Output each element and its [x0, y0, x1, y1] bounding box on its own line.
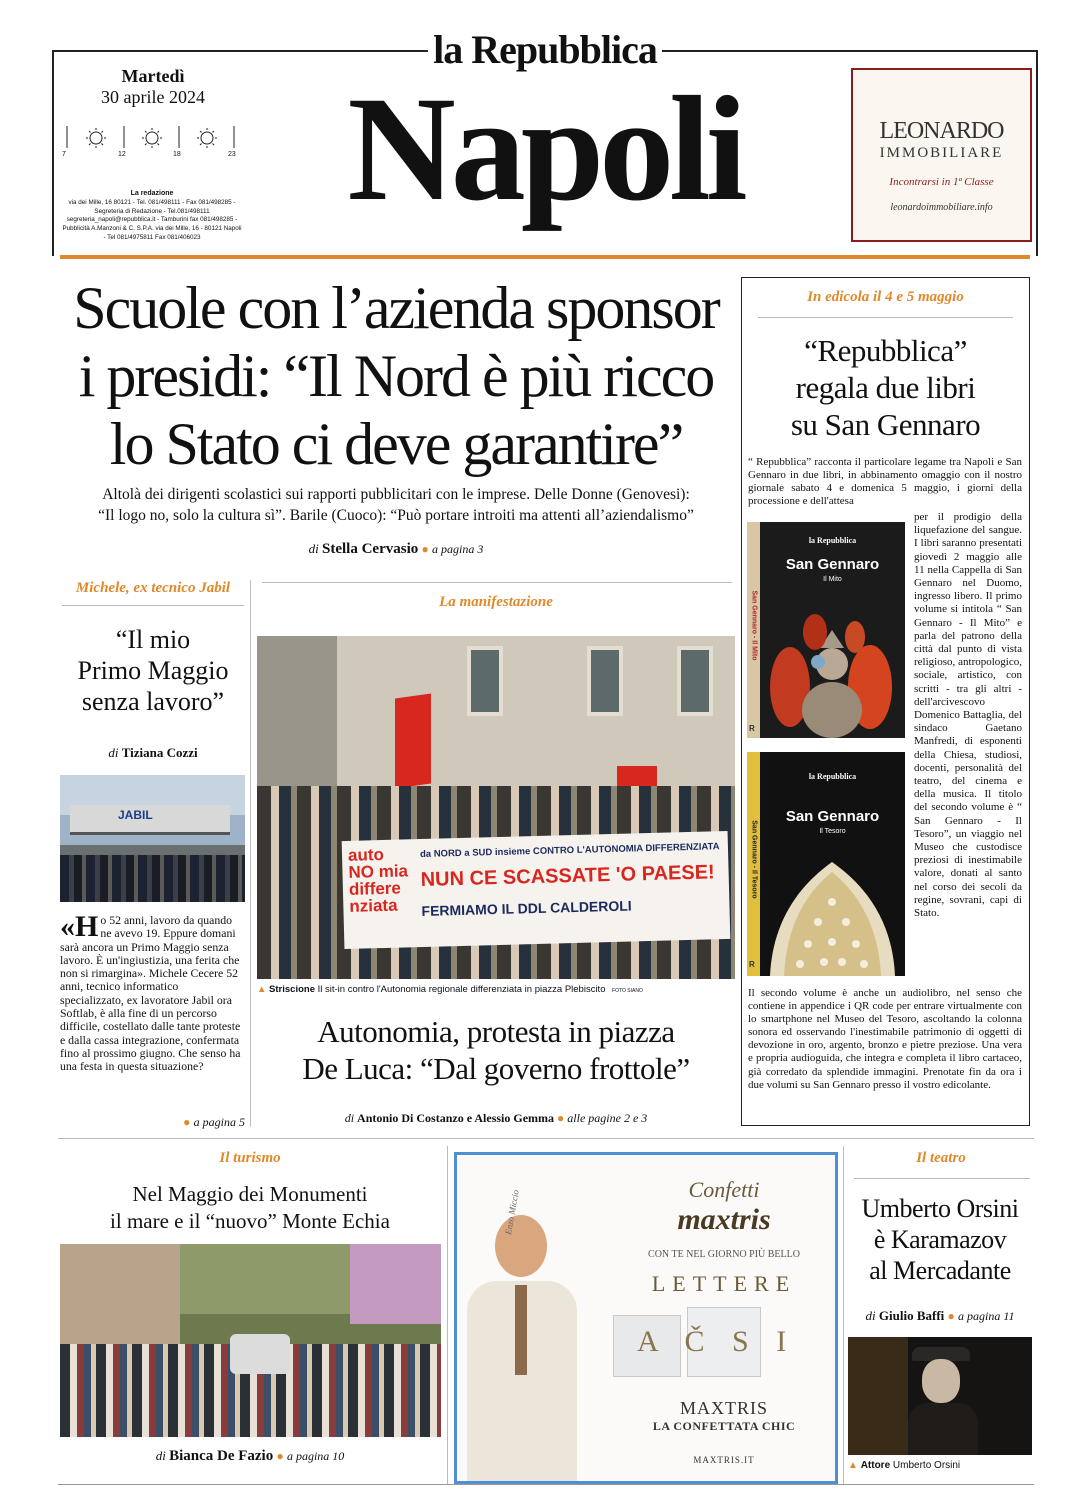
jabil-quote — [60, 910, 245, 1074]
teatro-headline-line: Umberto Orsini — [861, 1194, 1019, 1223]
banner-line: NUN CE SCASSATE 'O PAESE! — [420, 861, 715, 892]
book-spine-text: San Gennaro - Il Mito — [750, 590, 758, 661]
ad-leonardo-tagline: Incontrarsi in 1ª Classe — [889, 176, 994, 188]
turismo-headline-line: il mare e il “nuovo” Monte Echia — [110, 1209, 390, 1233]
book-brand: la Repubblica — [808, 772, 857, 781]
byline-author: Giulio Baffi — [878, 1308, 945, 1323]
banner-line: da NORD a SUD insieme CONTRO L'AUTONOMIA DIFFERENZIATA — [419, 841, 720, 861]
ad-leonardo-brand: LEONARDO — [879, 118, 1004, 144]
page-ref[interactable]: a pagina 10 — [286, 1449, 345, 1463]
ad-tagline: CON TE NEL GIORNO PIÙ BELLO — [648, 1249, 800, 1260]
treasure-illustration — [760, 862, 905, 976]
edition-title: Napoli — [347, 66, 743, 232]
sidebar-outro: Il secondo volume è anche un audiolibro, nel senso che contiene in appendice i QR code per entrare virtualmente con lo smartphone nel Museo del Tesoro, ascoltando la colonna sonora ed osservando l'inestimabile patrimonio di oggetti di devozione in oro, argento, bronzo e pietre preziose. Una vera e propria audioguida, che integra e completa il libro cartaceo, già corredato da splendide immagini. Prenotate fin da ora i due volumi su San Gennaro presso il vostro edicolante. — [748, 987, 1022, 1091]
teatro-headline — [846, 1193, 1034, 1286]
column-divider — [447, 1146, 448, 1484]
teatro-kicker: Il teatro — [916, 1150, 966, 1166]
ad-leonardo-url: leonardoimmobiliare.info — [890, 202, 993, 213]
sun-icon — [197, 128, 217, 148]
statue-illustration — [760, 592, 905, 738]
sidebar-headline-line: “Repubblica” — [804, 333, 967, 368]
page-ref[interactable]: alle pagine 2 e 3 — [567, 1111, 648, 1125]
byline-author: Antonio Di Costanzo e Alessio Gemma — [357, 1111, 555, 1125]
jabil-headline-line: Primo Maggio — [77, 656, 229, 685]
caption-text: Il sit-in contro l'Autonomia regionale differenziata in piazza Plebiscito — [317, 984, 606, 995]
masthead-orange-rule — [60, 255, 1030, 259]
bullet-icon: ● — [557, 1111, 565, 1125]
photo-credit: FOTO SIANO — [612, 988, 643, 994]
page-ref[interactable]: a pagina 3 — [432, 542, 484, 556]
drop-cap: «H — [60, 910, 99, 943]
byline-author: Bianca De Fazio — [169, 1448, 274, 1464]
ad-product: LETTERE — [651, 1271, 797, 1296]
masthead-frame-right — [1036, 50, 1038, 256]
sidebar-column: per il prodigio della liquefazione del sangue. I libri saranno presentati giovedì 2 maggio alle 11 nella Cappella di San Gennaro nel Duomo, ingresso libero. Il primo volume si intitola “ San Gennaro - Il Mito” e parla del patrono della città dal punto di vista religioso, antropologico, sociale, artistico, con scritti - tra gli altri - dell'arcivescovo Domenico Battaglia, del sindaco Gaetano Manfredi, di esponenti della Chiesa, studiosi, docenti, personalità del teatro, del cinema e della musica. Il titolo del secondo volume è “ San Gennaro - Il Tesoro”, un viaggio nel Museo che custodisce preziosi di inestimabile valore, donati al santo nel corso dei secoli da regine, sovrani, capi di Stato. — [914, 511, 1022, 920]
turismo-headline — [58, 1181, 442, 1235]
jabil-byline — [58, 745, 248, 761]
ad-model — [457, 1215, 597, 1484]
weather-hour: 12 — [118, 151, 126, 158]
sidebar-headline-line: su San Gennaro — [790, 407, 981, 442]
lead-summary — [58, 484, 734, 526]
page-bottom-rule — [58, 1484, 1034, 1485]
lead-headline-line: Scuole con l’azienda sponsor — [73, 275, 719, 341]
sidebar-headline — [745, 332, 1026, 443]
weather-hour: 7 — [62, 151, 66, 158]
date: 30 aprile 2024 — [101, 87, 205, 107]
sidebar-kicker-rule — [758, 317, 1013, 318]
teatro-kicker-rule — [854, 1178, 1030, 1179]
jabil-sign: JABIL — [118, 808, 153, 822]
banner-line: FERMIAMO IL DDL CALDEROLI — [421, 897, 632, 920]
jabil-quote-text: o 52 anni, lavoro da quando ne avevo 19. Eppure domani sarà ancora un Primo Maggio senza lavoro. È un'ingiustizia, una ferita che non si rimargina». Michele Cecere 52 anni, tecnico informatico specializzato, ex lavoratore Jabil ora Softlab, è alla fine di un percorso difficile, costellato dalle tante proteste e dalla cassa integrazione, confermata fino al prossimo giugno. Che senso ha una festa in questa situazione? — [60, 913, 241, 1074]
jabil-headline-line: senza lavoro” — [81, 687, 225, 716]
masthead-rule-right — [662, 50, 1038, 52]
caption-label: Attore — [860, 1460, 891, 1471]
byline-prefix: di — [108, 745, 119, 760]
redazione-title: La redazione — [130, 190, 174, 197]
protest-headline — [257, 1013, 735, 1087]
protest-byline — [257, 1111, 735, 1126]
caption-text: Umberto Orsini — [892, 1460, 961, 1471]
triangle-icon: ▲ — [848, 1460, 858, 1471]
jabil-headline-line: “Il mio — [115, 625, 191, 654]
protest-kicker-rule — [262, 582, 732, 583]
book-subtitle: Il Mito — [823, 576, 842, 583]
masthead-frame-left — [52, 50, 54, 256]
lead-headline — [58, 274, 734, 478]
sidebar-headline-line: regala due libri — [795, 370, 976, 405]
bullet-icon: ● — [947, 1309, 955, 1323]
teatro-byline — [846, 1308, 1034, 1324]
ad-maxtris[interactable] — [454, 1152, 838, 1484]
byline-prefix: di — [344, 1111, 355, 1125]
redazione-text: via dei Mille, 16 80121 - Tel. 081/498111 - Fax 081/498285 - Segreteria di Redazione - Tel.081/498111 segreteria_napoli@repubblica.it - Tamburini fax 081/498285 - Pubblicità A.Manzoni & C. S.P.A. via dei Mille, 16 - 80121 Napoli - Tel 081/4975811 Fax 081/406023 — [62, 199, 242, 241]
protest-photo[interactable] — [257, 636, 735, 979]
book-spine-text: San Gennaro - Il Tesoro — [750, 820, 758, 899]
teatro-photo[interactable] — [848, 1337, 1032, 1455]
book-cover-tesoro[interactable]: San Gennaro - Il Tesoro la Repubblica San Gennaro Il Tesoro R — [747, 752, 905, 976]
book-cover-mito[interactable]: San Gennaro - Il Mito la Repubblica San Gennaro Il Mito R — [747, 522, 905, 738]
byline-prefix: di — [865, 1308, 876, 1323]
ad-brand: maxtris — [677, 1203, 771, 1236]
byline-prefix: di — [155, 1448, 166, 1463]
section-rule — [58, 1138, 1034, 1139]
jabil-headline — [58, 624, 248, 717]
bullet-icon: ● — [276, 1449, 284, 1463]
lead-headline-line: lo Stato ci deve garantire” — [109, 411, 683, 477]
column-divider — [250, 580, 251, 1127]
weather-strip — [62, 122, 242, 162]
protest-caption — [257, 984, 735, 995]
lead-summary-line: “Il logo no, solo la cultura sì”. Barile (Cuoco): “Può portare introiti ma attenti all’aziendalismo” — [98, 507, 694, 524]
lead-headline-line: i presidi: “Il Nord è più ricco — [78, 343, 714, 409]
protest-headline-line: De Luca: “Dal governo frottole” — [302, 1051, 690, 1086]
protest-headline-line: Autonomia, protesta in piazza — [317, 1014, 675, 1049]
sidebar-kicker: In edicola il 4 e 5 maggio — [807, 289, 964, 305]
masthead-rule-left — [52, 50, 428, 52]
page-ref[interactable]: a pagina 11 — [958, 1309, 1015, 1323]
confetti-letters: A Č S I — [637, 1325, 797, 1358]
banner-logo: auto NO mia differe nziata — [347, 844, 409, 916]
teatro-headline-line: è Karamazov — [873, 1225, 1007, 1254]
ad-name: MAXTRIS — [679, 1398, 768, 1418]
jabil-photo[interactable] — [60, 775, 245, 902]
turismo-photo[interactable] — [60, 1244, 441, 1437]
byline-author: Stella Cervasio — [322, 541, 419, 557]
ad-sub: LA CONFETTATA CHIC — [652, 1419, 796, 1433]
weather-hour: 18 — [173, 151, 181, 158]
turismo-byline — [58, 1448, 442, 1465]
triangle-icon: ▲ — [257, 984, 267, 995]
book-title: San Gennaro — [785, 556, 880, 573]
byline-prefix: di — [308, 541, 319, 556]
ad-script: Confetti — [688, 1177, 760, 1202]
sun-icon — [86, 128, 106, 148]
byline-author: Tiziana Cozzi — [121, 745, 198, 760]
weather-hour: 23 — [228, 151, 236, 158]
ad-url: MAXTRIS.IT — [693, 1455, 755, 1465]
sidebar-intro: “ Repubblica” racconta il particolare legame tra Napoli e San Gennaro in due libri, in abbinamento omaggio con il nostro giornale sabato 4 e domenica 5 maggio, i giorni della processione e dell'attesa — [748, 456, 1022, 508]
teatro-headline-line: al Mercadante — [869, 1256, 1011, 1285]
turismo-kicker: Il turismo — [219, 1150, 281, 1166]
lead-summary-line: Altolà dei dirigenti scolastici sui rapporti pubblicitari con le imprese. Delle Donne (Genovesi): — [102, 486, 690, 503]
jabil-kicker: Michele, ex tecnico Jabil — [75, 580, 231, 596]
date-weekday: Martedì — [121, 66, 185, 86]
brand-logo[interactable]: la Repubblica — [433, 27, 657, 72]
flag — [395, 693, 431, 788]
bullet-icon: ● — [183, 1115, 191, 1129]
ad-leonardo-sub: IMMOBILIARE — [879, 145, 1004, 161]
protest-banner — [342, 831, 731, 949]
jabil-kicker-rule — [62, 605, 244, 606]
book-subtitle: Il Tesoro — [819, 828, 846, 835]
ad-leonardo[interactable] — [851, 68, 1032, 242]
book-brand: la Repubblica — [808, 536, 857, 545]
ad-signature: Enzo Miccio — [502, 1189, 521, 1236]
bullet-icon: ● — [421, 542, 429, 556]
caption-label: Striscione — [269, 984, 315, 995]
book-title: San Gennaro — [785, 808, 880, 825]
turismo-headline-line: Nel Maggio dei Monumenti — [132, 1182, 368, 1206]
teatro-caption — [848, 1460, 1034, 1471]
protest-kicker: La manifestazione — [439, 594, 553, 610]
column-divider — [843, 1146, 844, 1484]
lead-byline — [58, 541, 734, 558]
sun-icon — [142, 128, 162, 148]
jabil-page-ref[interactable]: ● a pagina 5 — [183, 1115, 245, 1129]
